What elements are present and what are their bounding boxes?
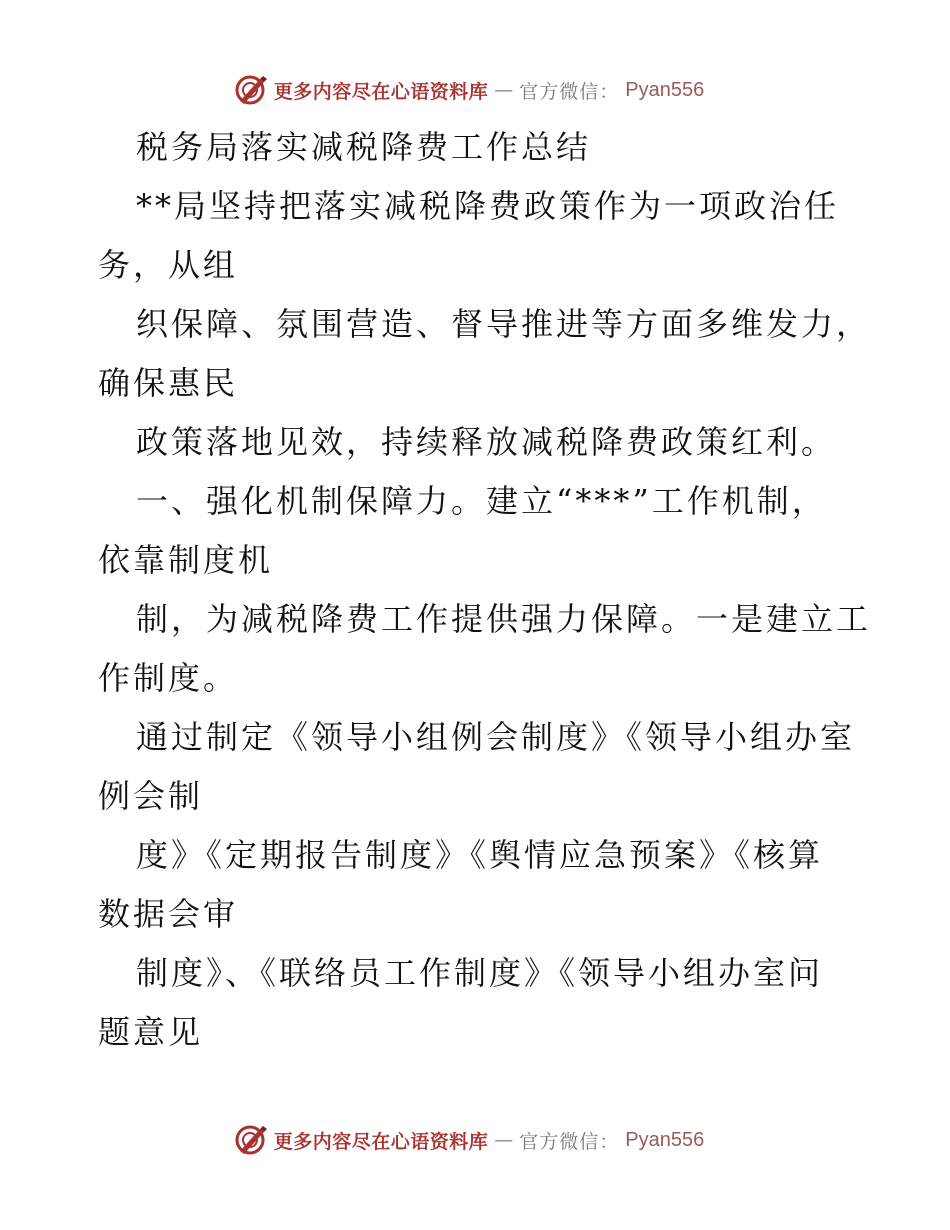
- banner-dash: —: [494, 79, 514, 101]
- footer-banner-content: [234, 1123, 705, 1157]
- section-heading-line: 一、强化机制保障力。建立“***”工作机制，: [136, 482, 827, 520]
- banner-wechat-label: 官方微信：: [519, 80, 620, 103]
- text-line: 题意见: [98, 1013, 204, 1051]
- document-title: 税务局落实减税降费工作总结: [136, 128, 592, 166]
- text-line: **局坚持把落实减税降费政策作为一项政治任: [136, 187, 840, 225]
- text-line: 织保障、氛围营造、督导推进等方面多维发力，: [136, 305, 872, 343]
- text-line: 依靠制度机: [98, 541, 274, 579]
- banner-wechat-label: 官方微信：: [519, 1130, 620, 1153]
- document-body: [98, 118, 878, 1062]
- text-line: 政策落地见效，持续释放减税降费政策红利。: [136, 423, 837, 461]
- footer-banner: [0, 1120, 950, 1160]
- banner-dash: —: [494, 1129, 514, 1151]
- banner-wechat-id: Pyan556: [625, 78, 705, 101]
- text-line: 例会制: [98, 777, 204, 815]
- pen-logo-icon: [234, 73, 268, 107]
- text-line: 制度》、《联络员工作制度》《领导小组办室问: [136, 954, 824, 992]
- text-line: 数据会审: [98, 895, 239, 933]
- pen-logo-icon: [234, 1123, 268, 1157]
- text-line: 度》《定期报告制度》《舆情应急预案》《核算: [136, 836, 824, 874]
- banner-wechat-id: Pyan556: [625, 1128, 705, 1151]
- header-banner-content: [234, 73, 705, 107]
- text-line: 通过制定《领导小组例会制度》《领导小组办室: [136, 718, 856, 756]
- header-banner: [0, 70, 950, 110]
- banner-slogan: 更多内容尽在心语资料库: [273, 1130, 489, 1153]
- text-line: 制，为减税降费工作提供强力保障。一是建立工: [136, 600, 872, 638]
- text-line: 确保惠民: [98, 364, 239, 402]
- text-line: 作制度。: [98, 659, 239, 697]
- banner-slogan: 更多内容尽在心语资料库: [273, 80, 489, 103]
- text-line: 务，从组: [98, 246, 239, 284]
